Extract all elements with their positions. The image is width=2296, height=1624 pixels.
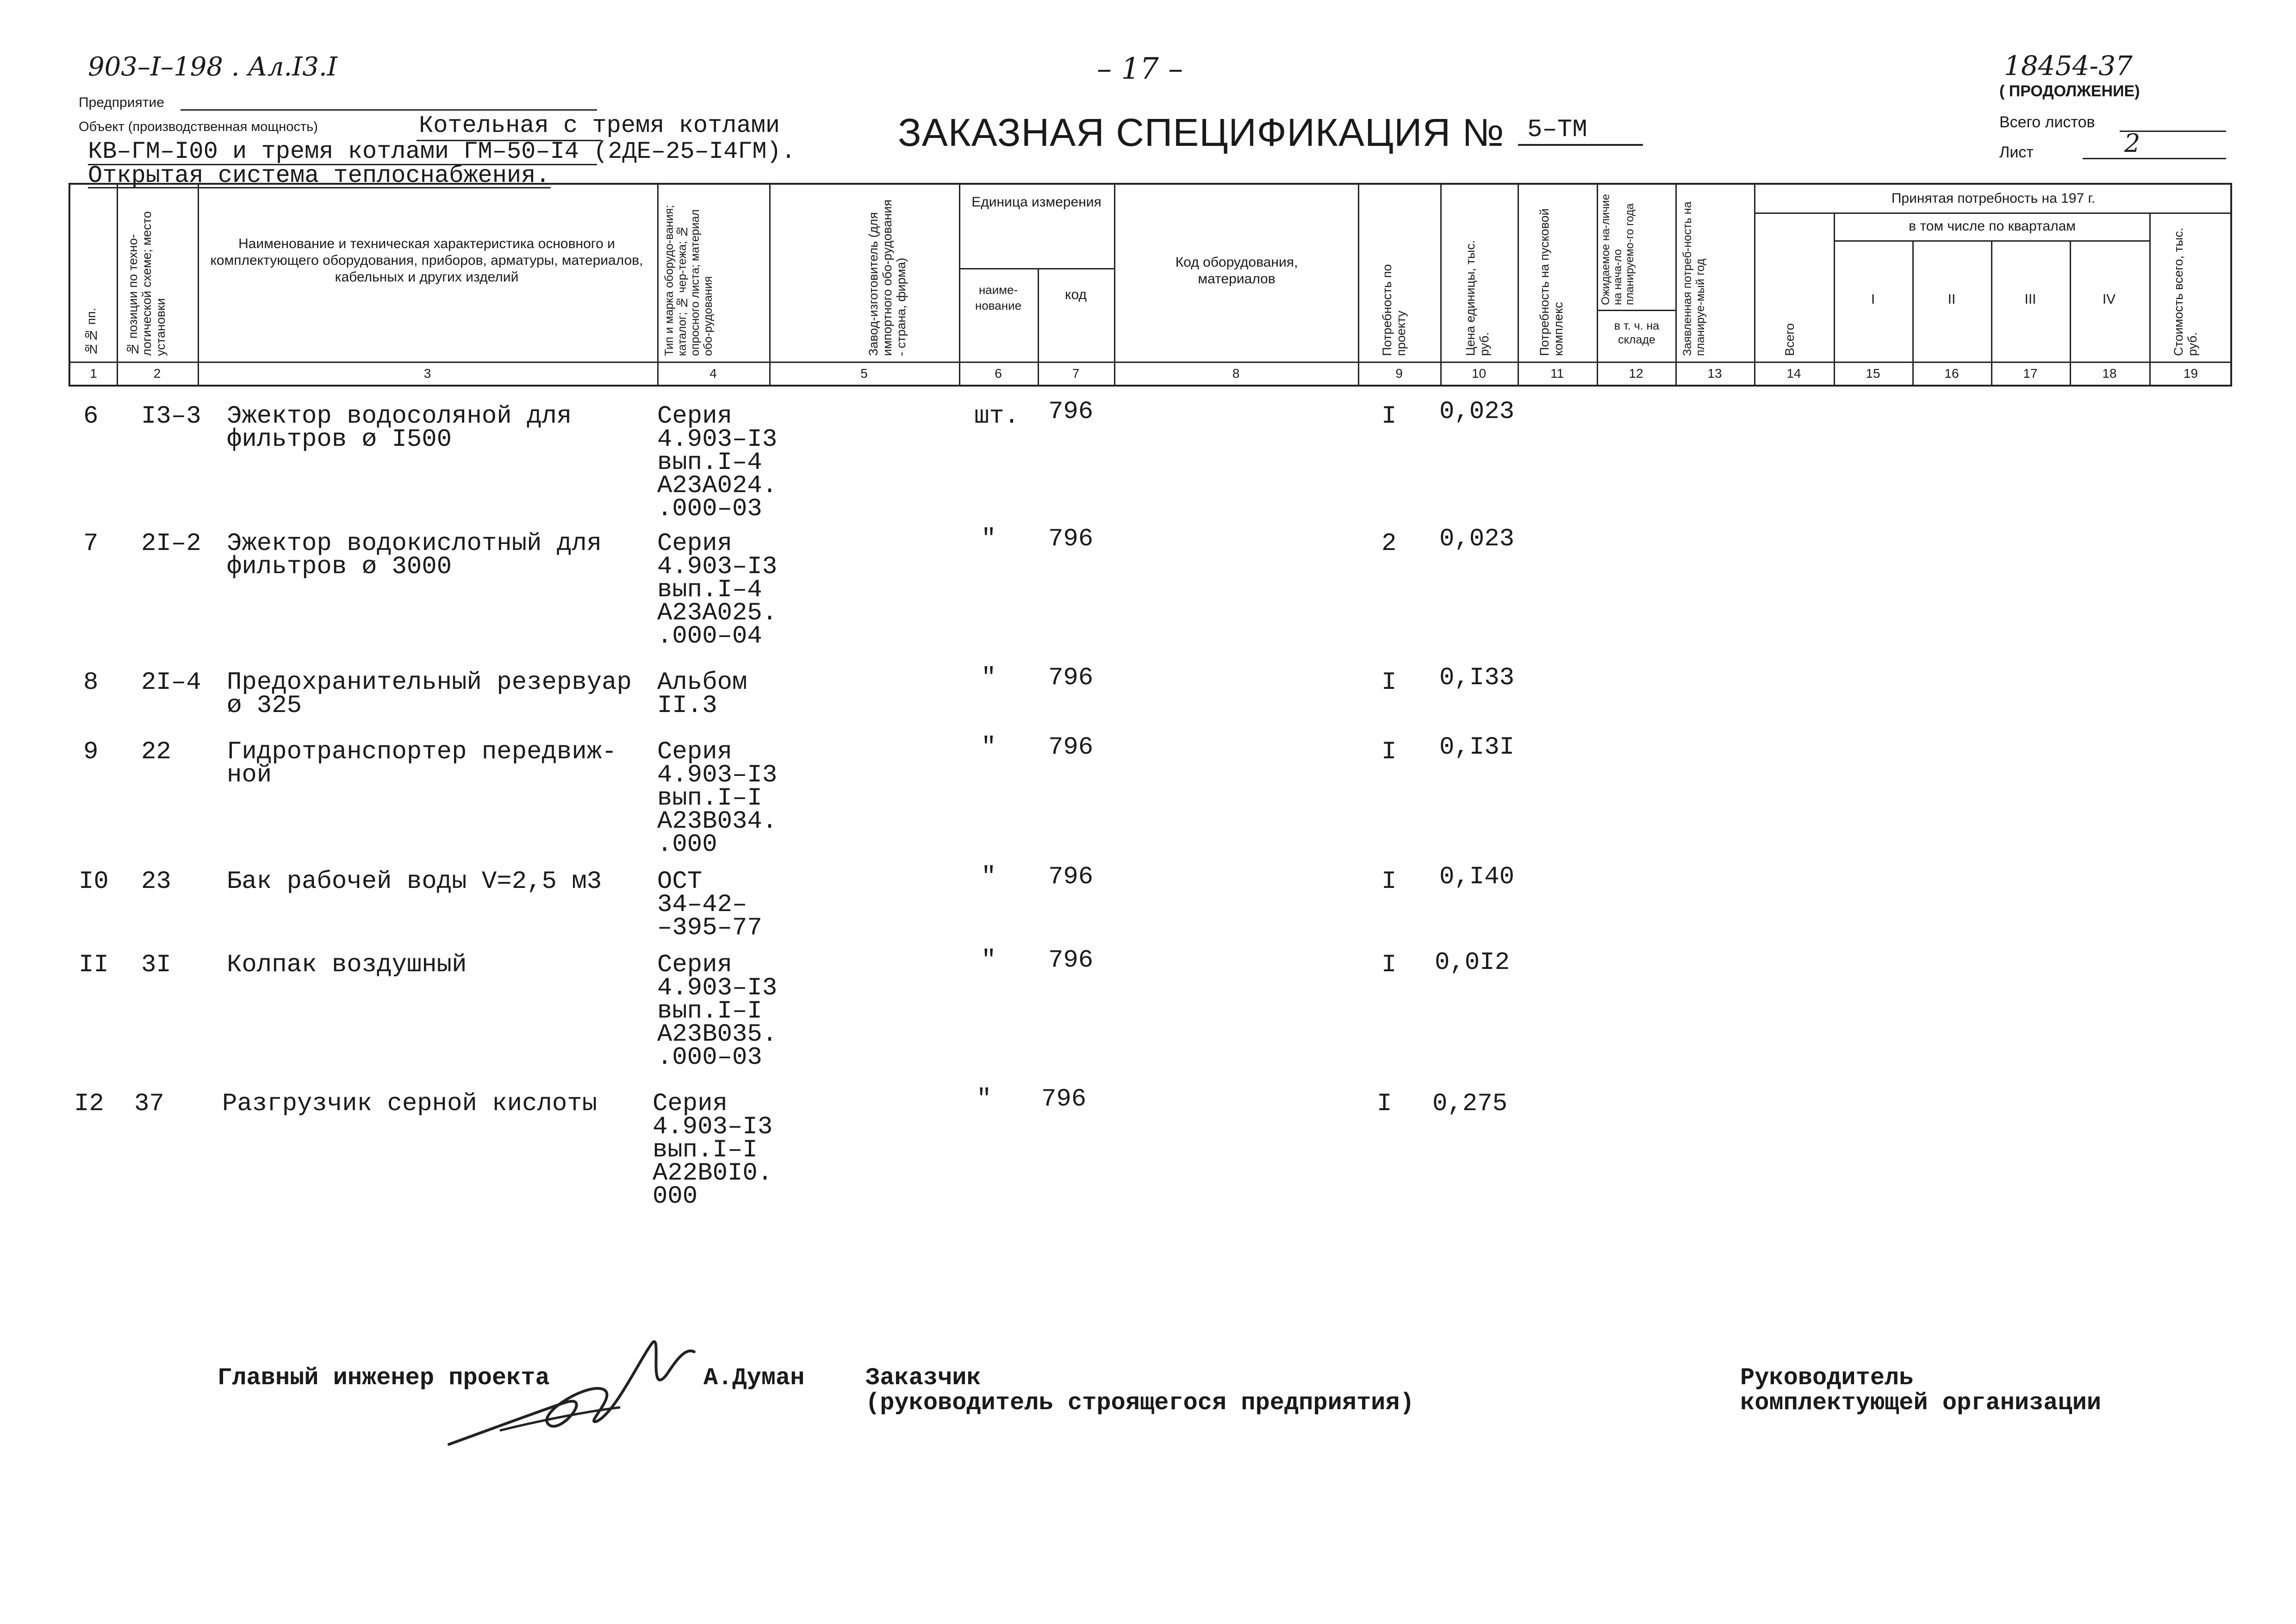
- row-position: I3–3: [141, 402, 201, 431]
- row-type-line: 4.903–I3: [657, 974, 778, 1002]
- header-col-10: Цена единицы, тыс. руб.: [1463, 240, 1491, 356]
- chief-engineer-label: Главный инженер проекта: [218, 1364, 550, 1392]
- row-number: II: [79, 951, 109, 979]
- row-unit-code: 796: [1048, 398, 1094, 426]
- page-number: – 17 –: [1097, 52, 1183, 86]
- header-col-3: Наименование и техническая характеристика основного и комплектующего оборудования, приборов, арматуры, материалов, кабельных и других изделий: [210, 236, 643, 285]
- column-number: 17: [2023, 366, 2038, 381]
- row-name-line: Колпак воздушный: [227, 951, 467, 979]
- header-col-12b: в т. ч. на складе: [1614, 319, 1660, 346]
- row-position: 22: [141, 738, 171, 766]
- row-quantity: I: [1377, 1090, 1392, 1118]
- continuation-label: ( ПРОДОЛЖЕНИЕ): [1999, 82, 2140, 100]
- header-col-9: Потребность по проекту: [1380, 264, 1408, 356]
- row-type-line: А23А024.: [657, 472, 778, 500]
- row-unit-code: 796: [1048, 863, 1094, 891]
- column-number: 14: [1786, 366, 1801, 381]
- head-organization: комплектующей организации: [1740, 1389, 2102, 1417]
- row-type-line: Серия: [657, 738, 733, 766]
- row-type-line: .000–03: [657, 495, 762, 523]
- sheet-label: Лист: [1999, 144, 2034, 161]
- row-type-line: .000–04: [657, 622, 762, 650]
- column-number: 12: [1629, 366, 1643, 381]
- column-number: 11: [1550, 366, 1564, 381]
- total-sheets-label: Всего листов: [1999, 113, 2095, 131]
- row-number: 8: [83, 668, 99, 697]
- header-col-16: II: [1948, 292, 1956, 307]
- document-code: 903–I–198 . Ал.I3.I: [88, 52, 337, 82]
- header-col-6: наиме-нование: [975, 283, 1022, 312]
- row-unit-code: 796: [1048, 664, 1094, 692]
- header-col-7: код: [1065, 287, 1087, 302]
- row-type-line: вып.I–4: [657, 576, 762, 604]
- row-number: 9: [83, 738, 99, 766]
- head-label: Руководитель: [1740, 1364, 1914, 1392]
- row-unit-code: 796: [1048, 946, 1094, 974]
- row-type-line: вып.I–I: [657, 784, 762, 812]
- column-number: 18: [2102, 366, 2117, 381]
- column-number: 10: [1471, 366, 1487, 381]
- row-type-line: Серия: [657, 951, 733, 979]
- header-col-15: I: [1871, 292, 1875, 307]
- signature-scribble-icon: [444, 1333, 731, 1454]
- header-col-1: №№ пп.: [84, 307, 98, 356]
- row-type-line: Серия: [657, 530, 733, 558]
- column-number: 19: [2183, 366, 2198, 381]
- row-unit: ": [977, 1085, 992, 1113]
- row-type-line: вып.I–I: [657, 997, 762, 1025]
- row-name-line: фильтров ø I500: [227, 425, 452, 454]
- header-quarters-group: в том числе по кварталам: [1909, 219, 2076, 234]
- header-col-8: Код оборудования, материалов: [1175, 255, 1298, 287]
- column-number: 8: [1232, 366, 1240, 381]
- row-price: 0,023: [1439, 398, 1515, 426]
- row-type-line: Серия: [657, 402, 733, 431]
- object-underline-2: [88, 164, 597, 165]
- header-col-17: III: [2024, 292, 2036, 307]
- header-col-18: IV: [2102, 292, 2116, 307]
- column-number: 2: [153, 366, 161, 381]
- registration-number: 18454-37: [2004, 50, 2133, 81]
- row-position: 2I–4: [141, 668, 201, 697]
- row-type-line: А22В0I0.: [653, 1159, 773, 1187]
- row-price: 0,023: [1439, 525, 1515, 553]
- header-col-2: № позиции по техно-логической схеме; место установки: [126, 211, 168, 356]
- page-title: ЗАКАЗНАЯ СПЕЦИФИКАЦИЯ №: [898, 111, 1505, 154]
- header-col-14: Всего: [1783, 323, 1797, 356]
- column-number: 15: [1866, 366, 1880, 381]
- header-col-12a: Ожидаемое на-личие на нача-ло планируемо-го года: [1599, 194, 1636, 305]
- header-accepted-group: Принятая потребность на 197 г.: [1891, 191, 2096, 206]
- row-unit-code: 796: [1048, 733, 1094, 762]
- row-type-line: вып.I–4: [657, 449, 762, 477]
- row-name-line: Эжектор водосоляной для: [227, 402, 572, 431]
- header-col-4: Тип и марка оборудо-вания; каталог; № чер-тежа; № опросного листа; материал обо-рудования: [663, 205, 715, 356]
- row-quantity: I: [1381, 738, 1397, 766]
- row-position: 23: [141, 868, 171, 896]
- row-quantity: I: [1381, 951, 1397, 979]
- enterprise-label: Предприятие: [79, 95, 164, 110]
- column-number: 7: [1072, 366, 1080, 381]
- column-number: 6: [995, 366, 1002, 381]
- row-type-line: 000: [653, 1182, 698, 1211]
- table-header: [68, 183, 2232, 387]
- row-type-line: 4.903–I3: [657, 425, 778, 454]
- row-number: 6: [83, 402, 99, 431]
- row-unit: ": [981, 733, 996, 762]
- object-line-3: Открытая система теплоснабжения.: [88, 162, 550, 189]
- row-type-line: 4.903–I3: [657, 761, 778, 789]
- row-type-line: Альбом: [657, 668, 747, 697]
- row-position: 2I–2: [141, 530, 201, 558]
- row-type-line: 4.903–I3: [657, 553, 778, 581]
- row-type-line: ОСТ: [657, 868, 703, 896]
- row-number: I2: [74, 1090, 104, 1118]
- row-type-line: –395–77: [657, 914, 762, 942]
- customer-label: Заказчик: [865, 1364, 981, 1392]
- row-type-line: А23В034.: [657, 807, 778, 836]
- row-name-line: фильтров ø 3000: [227, 553, 452, 581]
- row-price: 0,I33: [1439, 664, 1515, 692]
- column-number: 16: [1944, 366, 1959, 381]
- row-position: 3I: [141, 951, 171, 979]
- row-name-line: ø 325: [227, 692, 302, 720]
- row-type-line: А23А025.: [657, 599, 778, 627]
- enterprise-field-line: [180, 109, 597, 111]
- row-name-line: Гидротранспортер передвиж-: [227, 738, 617, 766]
- column-number: 3: [423, 366, 431, 381]
- column-number: 5: [860, 366, 868, 381]
- row-quantity: I: [1381, 402, 1397, 431]
- row-type-line: 34–42–: [657, 891, 747, 919]
- row-type-line: 4.903–I3: [653, 1113, 773, 1141]
- specification-number: 5–ТМ: [1518, 116, 1643, 146]
- row-quantity: 2: [1381, 530, 1397, 558]
- row-unit-code: 796: [1048, 525, 1094, 553]
- header-col-13: Заявленная потреб-ность на планируе-мый год: [1681, 201, 1707, 356]
- row-position: 37: [134, 1090, 164, 1118]
- object-label: Объект (производственная мощность): [79, 119, 318, 134]
- row-price: 0,I40: [1439, 863, 1515, 891]
- row-name-line: ной: [227, 761, 272, 789]
- row-price: 0,275: [1432, 1090, 1508, 1118]
- row-unit-code: 796: [1041, 1085, 1087, 1113]
- row-price: 0,0I2: [1435, 949, 1510, 977]
- sheet-value: 2: [2083, 129, 2226, 159]
- row-type-line: А23В035.: [657, 1020, 778, 1049]
- customer-role: (руководитель строящегося предприятия): [865, 1389, 1414, 1417]
- row-quantity: I: [1381, 868, 1397, 896]
- row-type-line: II.3: [657, 692, 717, 720]
- object-line-1: Котельная с тремя котлами: [419, 112, 780, 139]
- row-unit: ": [981, 863, 996, 891]
- row-type-line: Серия: [653, 1090, 728, 1118]
- row-name-line: Предохранительный резервуар: [227, 668, 632, 697]
- row-type-line: .000: [657, 831, 717, 859]
- row-unit: ": [981, 525, 996, 553]
- row-number: 7: [83, 530, 99, 558]
- row-quantity: I: [1381, 668, 1397, 697]
- row-number: I0: [79, 868, 109, 896]
- header-unit-group: Единица измерения: [971, 194, 1101, 210]
- object-line-2: КВ–ГМ–I00 и тремя котлами ГМ–50–I4 (2ДЕ–25–I4ГМ).: [88, 138, 796, 165]
- row-unit: ": [981, 946, 996, 974]
- row-name-line: Эжектор водокислотный для: [227, 530, 602, 558]
- row-type-line: вып.I–I: [653, 1136, 758, 1164]
- column-number: 1: [90, 366, 97, 381]
- row-unit: шт.: [974, 402, 1020, 431]
- chief-engineer-name: А.Думан: [703, 1364, 805, 1392]
- header-col-5: Завод-изготовитель (для импортного обо-рудования - страна, фирма): [866, 199, 908, 356]
- row-name-line: Бак рабочей воды V=2,5 м3: [227, 868, 602, 896]
- header-col-19: Стоимость всего, тыс. руб.: [2172, 227, 2199, 356]
- column-number: 13: [1707, 366, 1722, 381]
- row-unit: ": [981, 664, 996, 692]
- row-price: 0,I3I: [1439, 733, 1515, 762]
- column-number: 4: [709, 366, 717, 381]
- header-col-11: Потребность на пусковой комплекс: [1537, 208, 1565, 356]
- row-name-line: Разгрузчик серной кислоты: [222, 1090, 597, 1118]
- column-number: 9: [1395, 366, 1403, 381]
- object-underline-1: [417, 140, 602, 141]
- row-type-line: .000–03: [657, 1043, 762, 1072]
